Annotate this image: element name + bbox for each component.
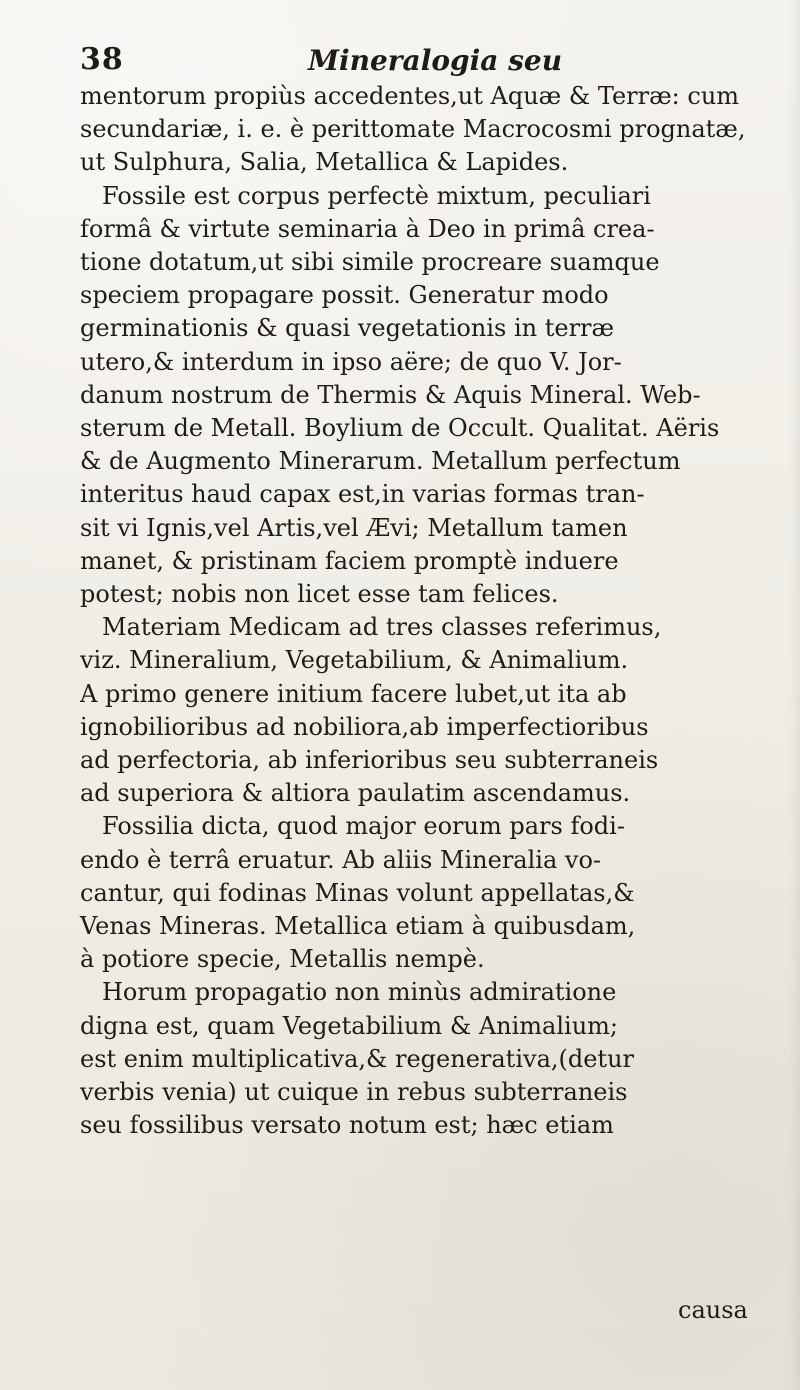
text-line: Materiam Medicam ad tres classes referimus, (102, 613, 662, 642)
text-line: Fossilia dicta, quod major eorum pars fodi- (102, 812, 625, 841)
text-line: Fossile est corpus perfectè mixtum, peculiari (102, 181, 651, 210)
paper-edge (788, 0, 800, 1390)
text-line: sit vi Ignis,vel Artis,vel Ævi; Metallum tamen (80, 513, 628, 542)
text-line: A primo genere initium facere lubet,ut ita ab (80, 679, 627, 708)
text-line: utero,& interdum in ipso aëre; de quo V. Jor- (80, 347, 622, 376)
text-line: & de Augmento Minerarum. Metallum perfectum (80, 447, 681, 476)
text-line: ut Sulphura, Salia, Metallica & Lapides. (80, 148, 569, 177)
text-line: ad perfectoria, ab inferioribus seu subterraneis (80, 746, 659, 775)
text-line: est enim multiplicativa,& regenerativa,(detur (80, 1044, 635, 1073)
text-line: cantur, qui fodinas Minas volunt appellatas,& (80, 878, 635, 907)
body-text (80, 80, 746, 1143)
text-line: ad superiora & altiora paulatim ascendamus. (80, 779, 631, 808)
catchword: causa (678, 1296, 748, 1324)
page-header (80, 42, 740, 82)
text-line: formâ & virtute seminaria à Deo in primâ crea- (80, 214, 655, 243)
text-line: seu fossilibus versato notum est; hæc etiam (80, 1111, 614, 1140)
text-line: germinationis & quasi vegetationis in terræ (80, 314, 615, 343)
text-line: tione dotatum,ut sibi simile procreare suamque (80, 248, 660, 277)
running-title: Mineralogia seu (308, 44, 563, 77)
text-line: secundariæ, i. e. è perittomate Macrocosmi prognatæ, (80, 115, 746, 144)
text-line: viz. Mineralium, Vegetabilium, & Animalium. (80, 646, 629, 675)
text-line: speciem propagare possit. Generatur modo (80, 281, 609, 310)
text-line: danum nostrum de Thermis & Aquis Mineral. Web- (80, 380, 701, 409)
page-number: 38 (80, 42, 124, 77)
text-line: potest; nobis non licet esse tam felices. (80, 580, 559, 609)
text-line: interitus haud capax est,in varias formas tran- (80, 480, 645, 509)
text-line: verbis venia) ut cuique in rebus subterraneis (80, 1078, 628, 1107)
text-line: manet, & pristinam faciem promptè induere (80, 546, 619, 575)
text-line: endo è terrâ eruatur. Ab aliis Mineralia vo- (80, 845, 602, 874)
text-line: Venas Mineras. Metallica etiam à quibusdam, (80, 912, 636, 941)
text-line: ignobilioribus ad nobiliora,ab imperfectioribus (80, 712, 649, 741)
text-line: à potiore specie, Metallis nempè. (80, 945, 485, 974)
text-line: Horum propagatio non minùs admiratione (102, 978, 617, 1007)
text-line: sterum de Metall. Boylium de Occult. Qualitat. Aëris (80, 414, 720, 443)
text-line: mentorum propiùs accedentes,ut Aquæ & Terræ: cum (80, 82, 740, 110)
text-line: digna est, quam Vegetabilium & Animalium; (80, 1011, 618, 1040)
